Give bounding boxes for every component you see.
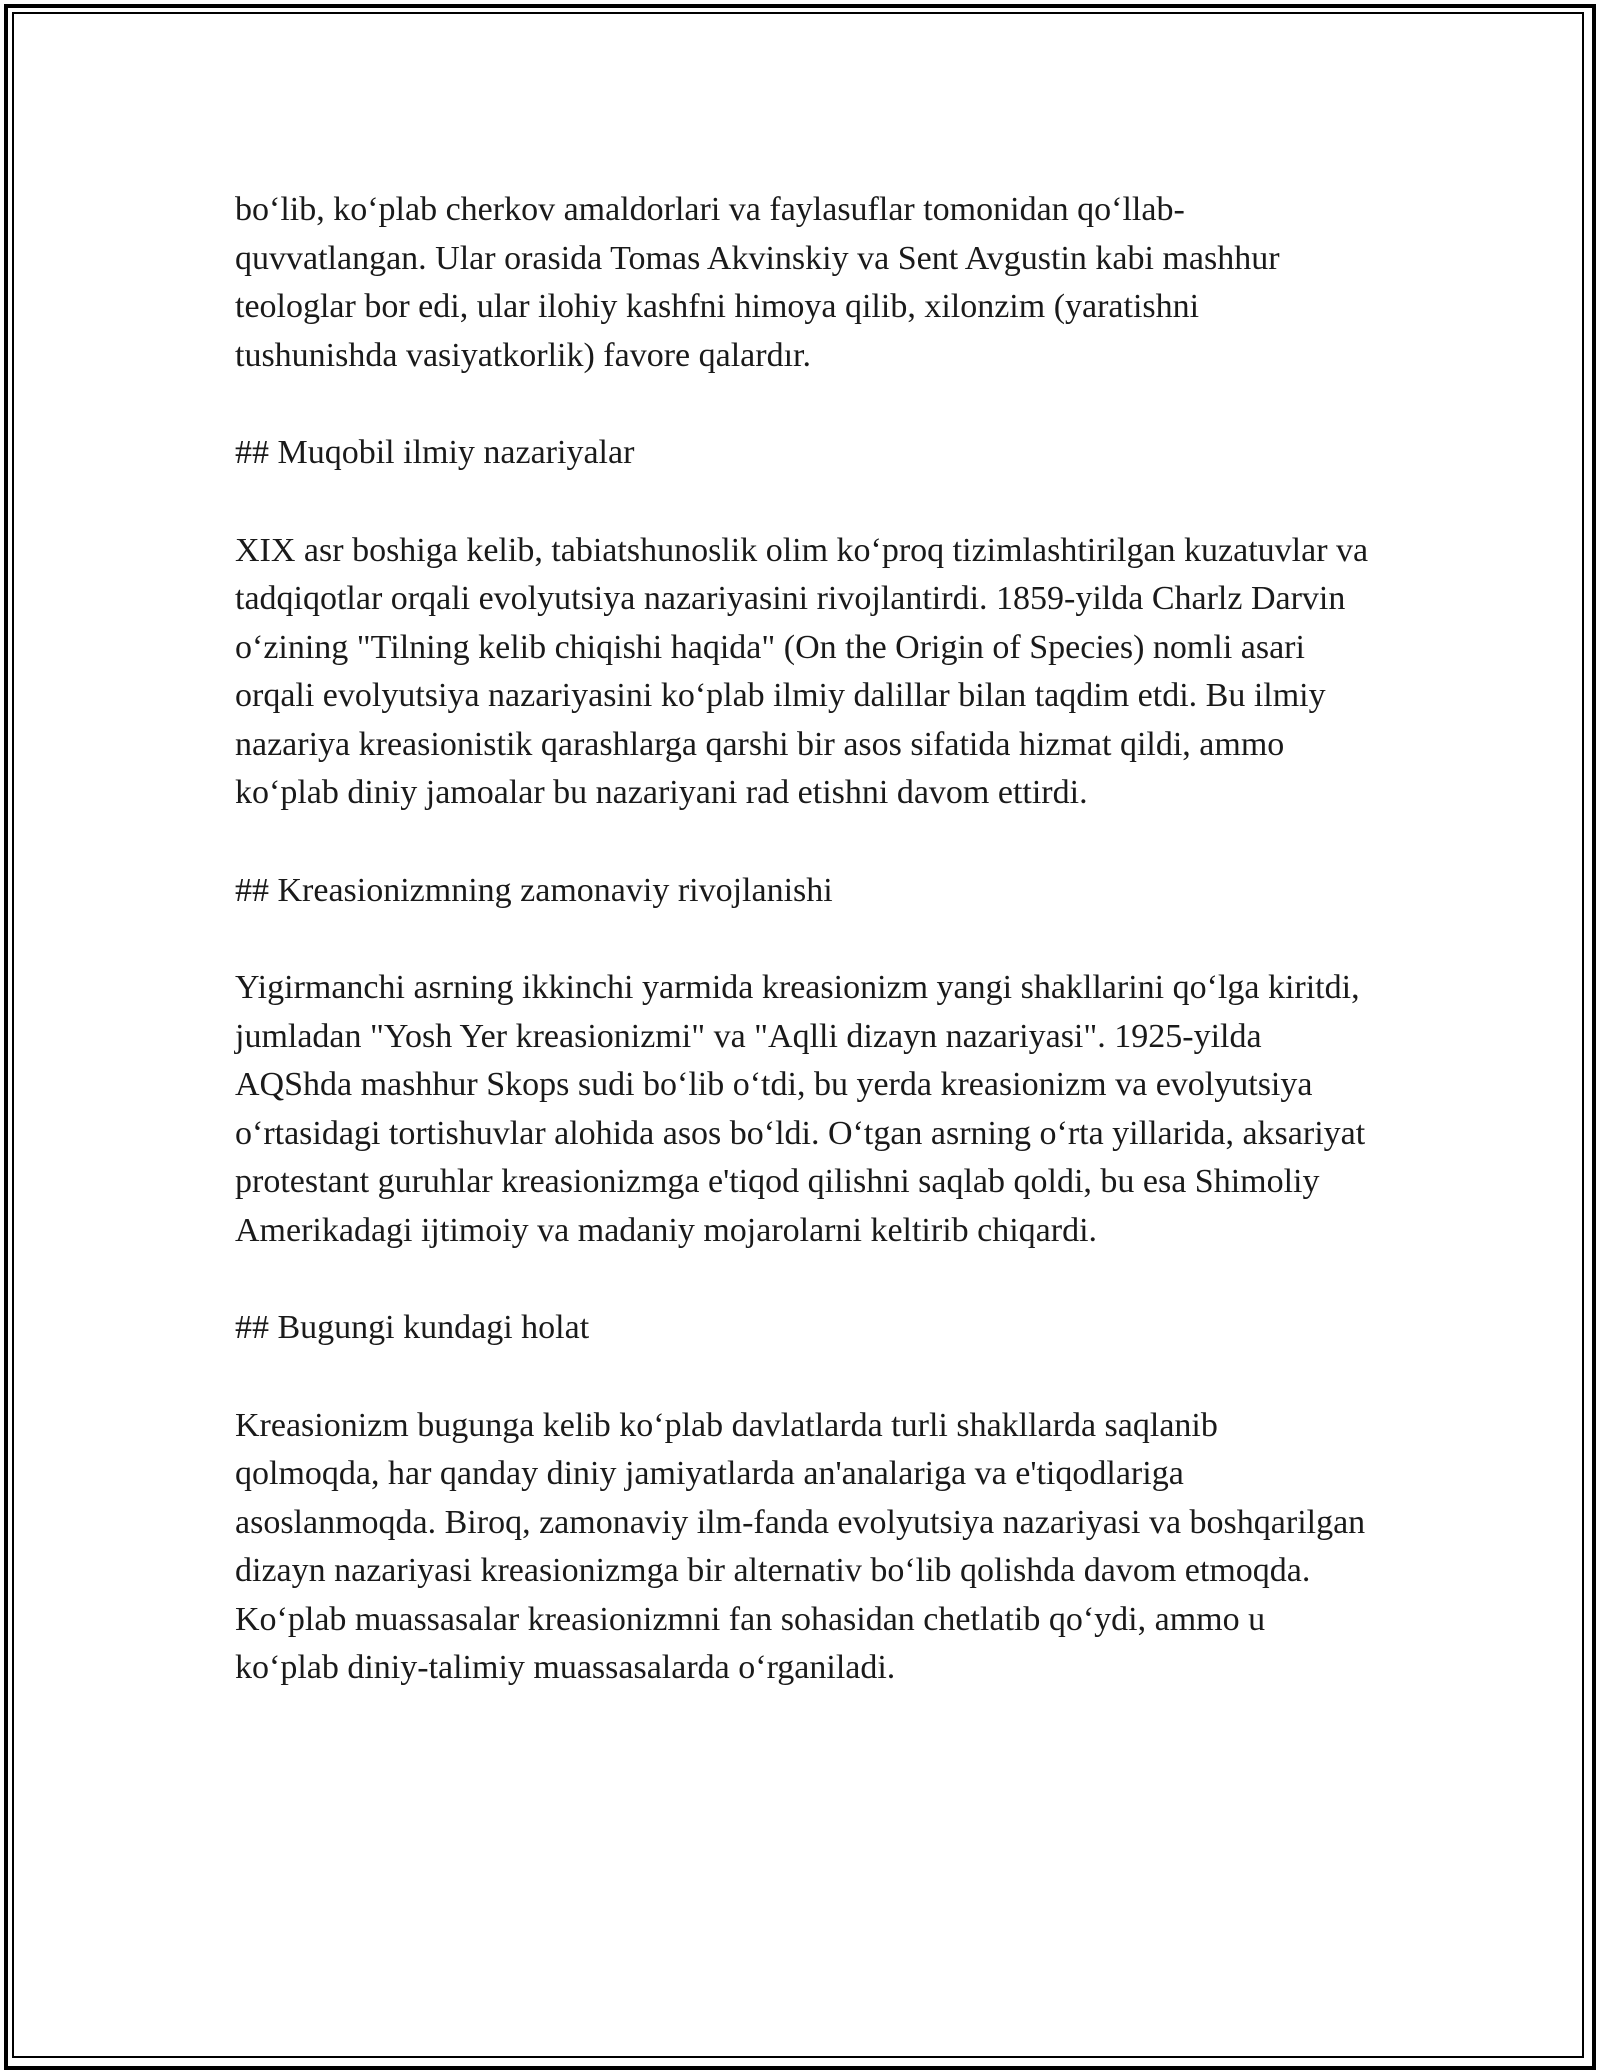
paragraph: Yigirmanchi asrning ikkinchi yarmida kreasionizm yangi shakllarini qo‘lga kiritdi, jumladan "Yosh Yer kreasionizmi" va "Aqlli dizayn nazariyasi". 1925-yilda AQShda mashhur Skops sudi bo‘lib o‘tdi, bu yerda kreasionizm va evolyutsiya o‘rtasidagi tortishuvlar alohida asos bo‘ldi. O‘tgan asrning o‘rta yillarida, aksariyat protestant guruhlar kreasionizmga e'tiqod qilishni saqlab qoldi, bu esa Shimoliy Amerikadagi ijtimoiy va madaniy mojarolarni keltirib chiqardi.	[235, 969, 1366, 1249]
paragraph: Kreasionizm bugunga kelib ko‘plab davlatlarda turli shakllarda saqlanib qolmoqda, har qanday diniy jamiyatlarda an'analariga va e'tiqodlariga asoslanmoqda. Biroq, zamonaviy ilm-fanda evolyutsiya nazariyasi va boshqarilgan dizayn nazariyasi kreasionizmga bir alternativ bo‘lib qolishda davom etmoqda. Ko‘plab muassasalar kreasionizmni fan sohasidan chetlatib qo‘ydi, ammo u ko‘plab diniy-talimiy muassasalarda o‘rganiladi.	[235, 1406, 1366, 1686]
section-heading: ## Muqobil ilmiy nazariyalar	[235, 434, 635, 471]
paragraph: bo‘lib, ko‘plab cherkov amaldorlari va faylasuflar tomonidan qo‘llab-quvvatlangan. Ular orasida Tomas Akvinskiy va Sent Avgustin kabi mashhur teologlar bor edi, ular ilohiy kashfni himoya qilib, xilonzim (yaratishni tushunishda vasiyatkorlik) favore qalardır.	[235, 191, 1280, 374]
section-heading: ## Bugungi kundagi holat	[235, 1309, 590, 1346]
paragraph: XIX asr boshiga kelib, tabiatshunoslik olim ko‘proq tizimlashtirilgan kuzatuvlar va tadqiqotlar orqali evolyutsiya nazariyasini rivojlantirdi. 1859-yilda Charlz Darvin o‘zining "Tilning kelib chiqishi haqida" (On the Origin of Species) nomli asari orqali evolyutsiya nazariyasini ko‘plab ilmiy dalillar bilan taqdim etdi. Bu ilmiy nazariya kreasionistik qarashlarga qarshi bir asos sifatida hizmat qildi, ammo ko‘plab diniy jamoalar bu nazariyani rad etishni davom ettirdi.	[235, 531, 1369, 811]
document-body	[235, 186, 1370, 1742]
section-heading: ## Kreasionizmning zamonaviy rivojlanishi	[235, 871, 833, 909]
